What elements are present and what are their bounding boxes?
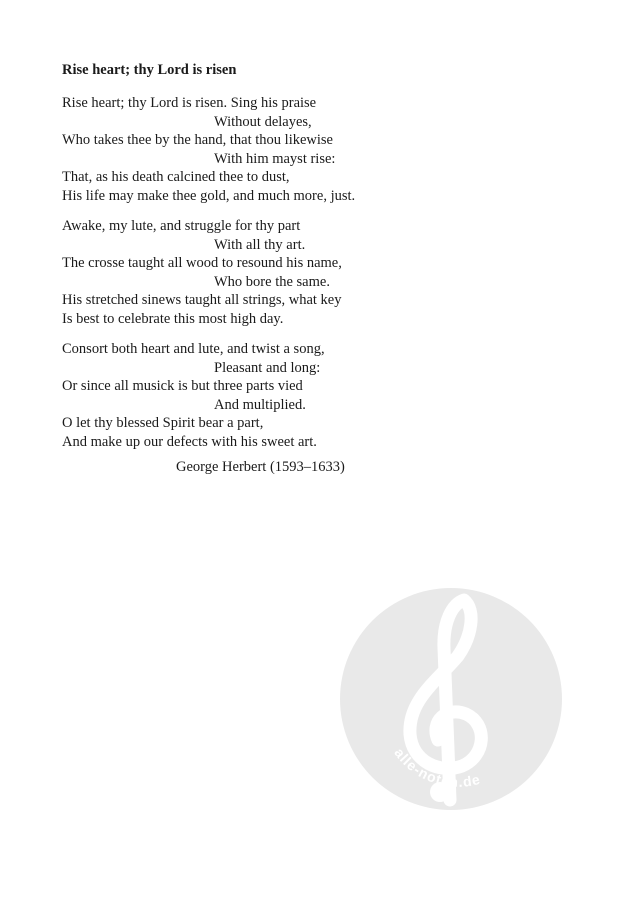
poem-line: O let thy blessed Spirit bear a part,: [62, 415, 264, 432]
poem-line: Awake, my lute, and struggle for thy part: [62, 218, 301, 234]
poem-line-indented: Pleasant and long:: [214, 359, 321, 376]
stanza-1: [62, 94, 355, 206]
poem-line: Who takes thee by the hand, that thou likewise: [62, 132, 333, 149]
poem-line: Consort both heart and lute, and twist a song,: [62, 341, 325, 357]
poem-line: His stretched sinews taught all strings, what key: [62, 292, 342, 309]
poem-line-indented: With all thy art.: [214, 236, 306, 253]
poem-line-indented: Who bore the same.: [214, 273, 330, 290]
poem-line-indented: Without delayes,: [214, 113, 312, 130]
watermark-logo: [340, 588, 562, 810]
poem-line: Rise heart; thy Lord is risen. Sing his praise: [62, 95, 317, 111]
stanza-2: [62, 217, 342, 329]
poem-line: And make up our defects with his sweet art.: [62, 433, 317, 450]
poem-line-indented: With him mayst rise:: [214, 150, 336, 167]
poem-title: Rise heart; thy Lord is risen: [62, 62, 237, 78]
poem-line: Is best to celebrate this most high day.: [62, 310, 284, 327]
poem-line: Or since all musick is but three parts vied: [62, 378, 303, 395]
poem-line: That, as his death calcined thee to dust,: [62, 169, 290, 186]
poem-line: The crosse taught all wood to resound his name,: [62, 255, 342, 272]
poem-line-indented: And multiplied.: [214, 396, 306, 413]
watermark-text: alle-noten.de: [391, 744, 483, 790]
stanza-3: [62, 340, 325, 452]
poem-line: His life may make thee gold, and much more, just.: [62, 187, 356, 204]
poem-attribution: George Herbert (1593–1633): [176, 459, 345, 475]
